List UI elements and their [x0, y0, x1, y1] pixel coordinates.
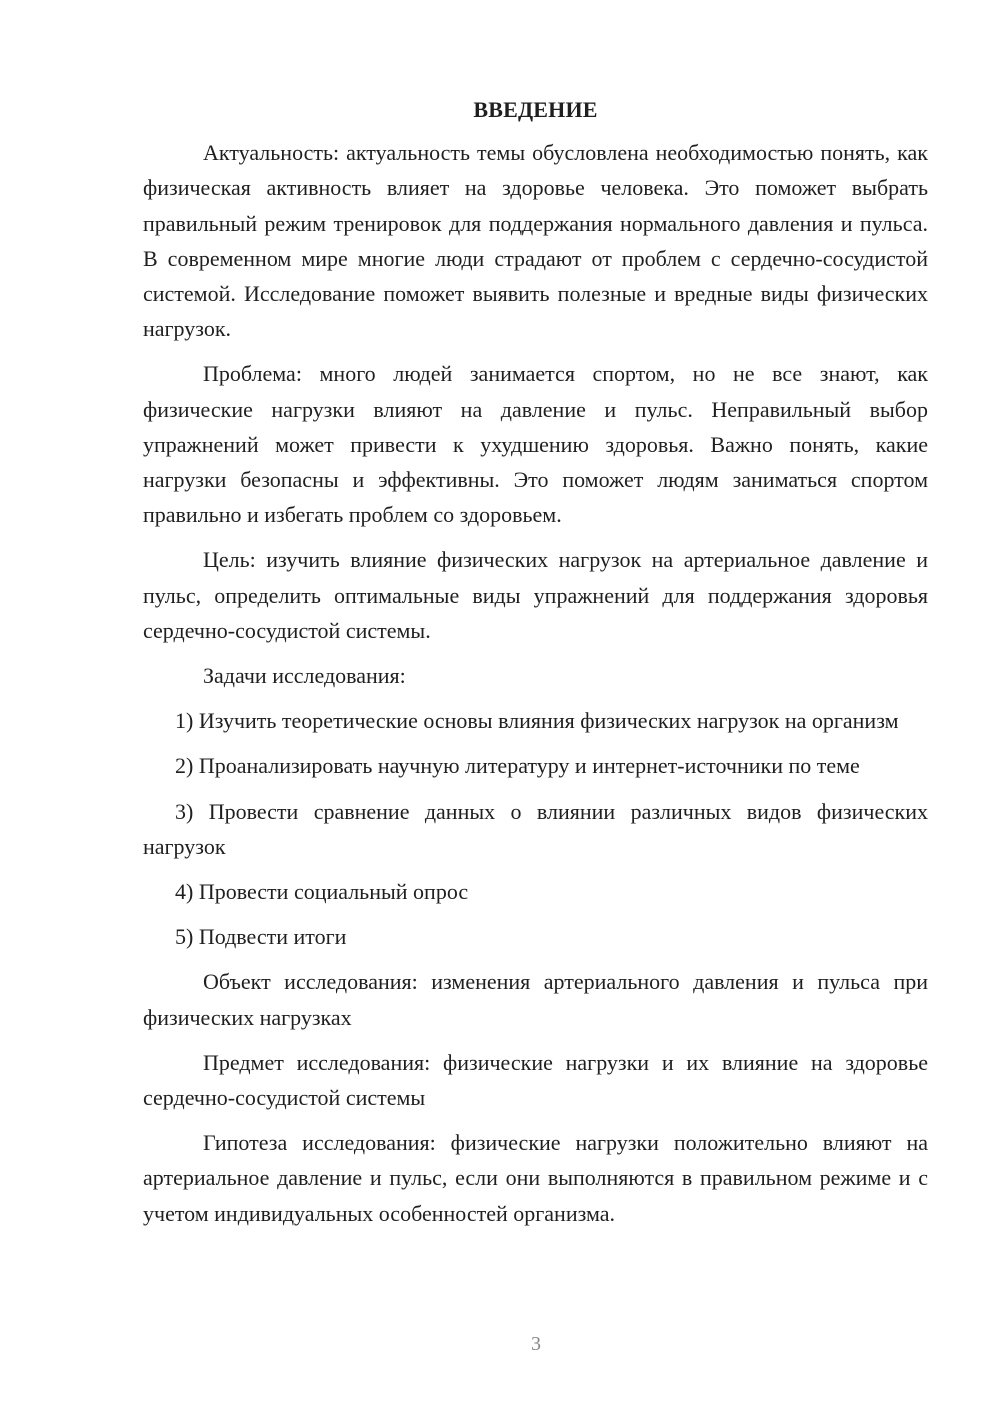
- subject-paragraph: Предмет исследования: физические нагрузки и их влияние на здоровье сердечно-сосудистой системы: [143, 1049, 928, 1111]
- task-item-5: 5) Подвести итоги: [175, 924, 347, 950]
- document-page: [143, 92, 928, 1231]
- page-number: 3: [531, 1333, 541, 1355]
- task-item-2: 2) Проанализировать научную литературу и интернет-источники по теме: [175, 753, 860, 779]
- task-item-3: 3) Провести сравнение данных о влиянии различных видов физических нагрузок: [143, 798, 928, 859]
- task-item-4: 4) Провести социальный опрос: [175, 879, 469, 905]
- problem-paragraph: Проблема: много людей занимается спортом, но не все знают, как физические нагрузки влияют на давление и пульс. Неправильный выбор упражнений может привести к ухудшению здоровья. Важно понять, какие нагрузки безопасны и эффективны. Это поможет людям заниматься спортом правильно и избегать проблем со здоровьем.: [143, 361, 928, 528]
- task-item-1: 1) Изучить теоретические основы влияния физических нагрузок на организм: [175, 708, 899, 734]
- hypothesis-paragraph: Гипотеза исследования: физические нагрузки положительно влияют на артериальное давление и пульс, если они выполняются в правильном режиме и с учетом индивидуальных особенностей организма.: [143, 1130, 928, 1226]
- tasks-title: Задачи исследования:: [203, 663, 406, 689]
- relevance-paragraph: Актуальность: актуальность темы обусловлена необходимостью понять, как физическая активность влияет на здоровье человека. Это поможет выбрать правильный режим тренировок для поддержания нормального давления и пульса. В современном мире многие люди страдают от проблем с сердечно-сосудистой системой. Исследование поможет выявить полезные и вредные виды физических нагрузок.: [143, 140, 928, 342]
- object-paragraph: Объект исследования: изменения артериального давления и пульса при физических нагрузках: [143, 969, 928, 1030]
- goal-paragraph: Цель: изучить влияние физических нагрузок на артериальное давление и пульс, определить оптимальные виды упражнений для поддержания здоровья сердечно-сосудистой системы.: [143, 547, 928, 643]
- section-heading: ВВЕДЕНИЕ: [473, 97, 598, 122]
